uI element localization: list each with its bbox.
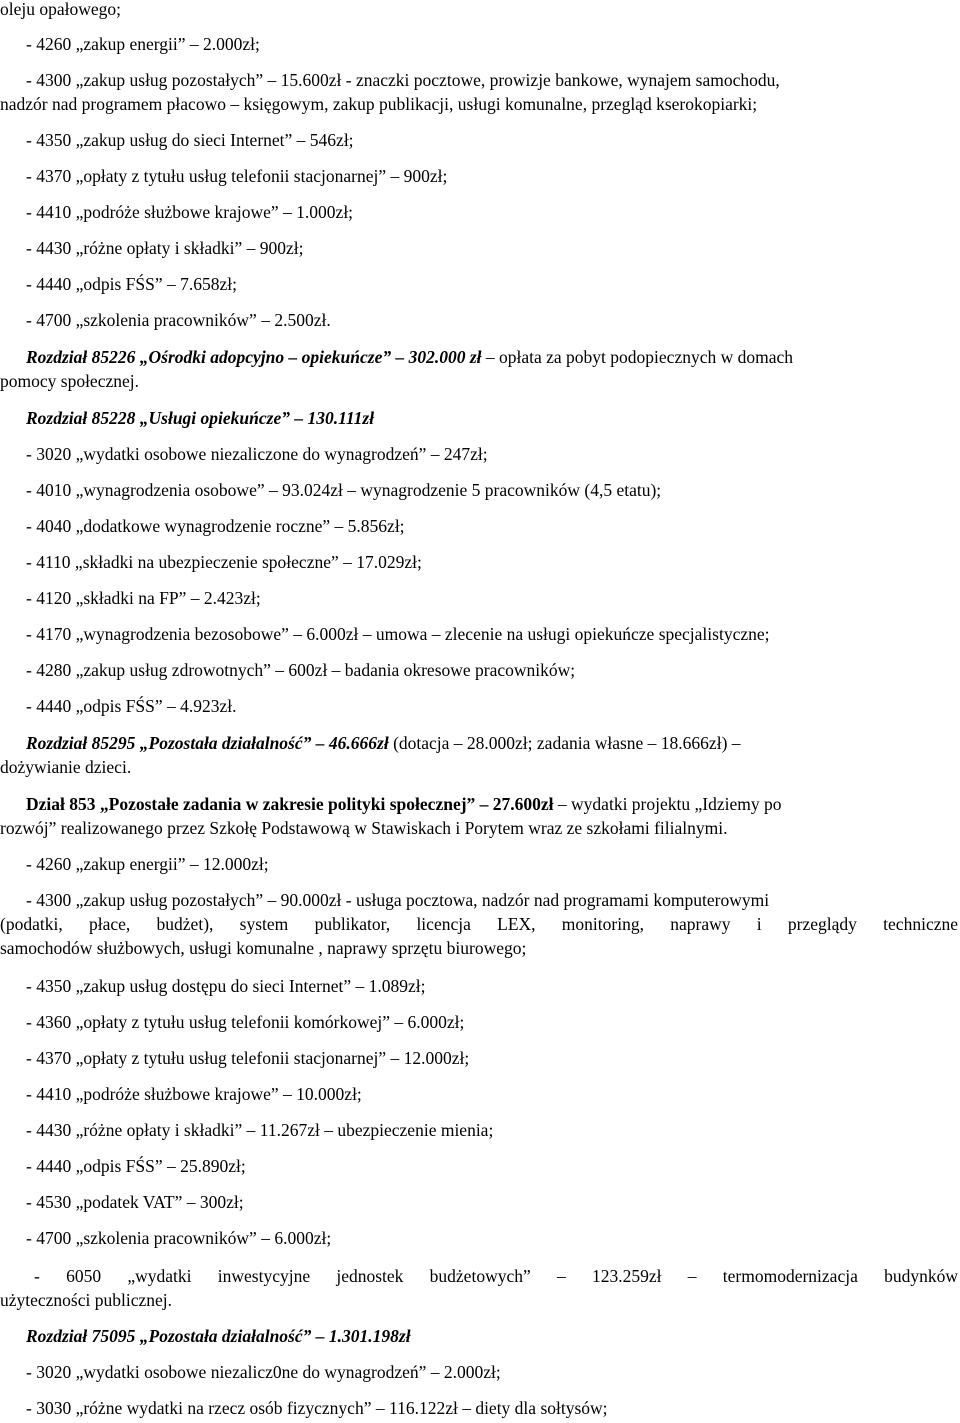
list-item: - 4260 „zakup energii” – 12.000zł;: [26, 854, 269, 874]
list-item: - 4280 „zakup usług zdrowotnych” – 600zł – badania okresowe pracowników;: [26, 660, 576, 680]
section-heading: Rozdział 85226 „Ośrodki adopcyjno – opiekuńcze” – 302.000 zł: [26, 347, 482, 367]
section-heading: Dział 853 „Pozostałe zadania w zakresie polityki społecznej” – 27.600zł: [26, 794, 554, 814]
list-item: - 4040 „dodatkowe wynagrodzenie roczne” – 5.856zł;: [26, 516, 405, 536]
list-item: - 4700 „szkolenia pracowników” – 2.500zł.: [26, 310, 331, 330]
list-item: - 6050 „wydatki inwestycyjne jednostek budżetowych” – 123.259zł – termomodernizacja budynków: [34, 1266, 958, 1286]
list-item: - 4410 „podróże służbowe krajowe” – 10.000zł;: [26, 1084, 362, 1104]
text-line: rozwój” realizowanego przez Szkołę Podstawową w Stawiskach i Porytem wraz ze szkołami filialnymi.: [0, 818, 728, 838]
section-heading-line: [26, 792, 958, 816]
list-item: - 4300 „zakup usług pozostałych” – 90.000zł - usługa pocztowa, nadzór nad programami komputerowymi: [26, 890, 770, 910]
text-line: pomocy społecznej.: [0, 371, 139, 391]
list-item: - 4110 „składki na ubezpieczenie społeczne” – 17.029zł;: [26, 552, 422, 572]
section-heading-line: [26, 731, 958, 755]
list-item: - 4440 „odpis FŚS” – 4.923zł.: [26, 696, 237, 716]
text-line: (podatki, płace, budżet), system publikator, licencja LEX, monitoring, naprawy i przeglądy techniczne: [0, 914, 958, 934]
text-line: oleju opałowego;: [0, 0, 122, 19]
heading-note: (dotacja – 28.000zł; zadania własne – 18.666zł) –: [393, 733, 741, 753]
list-item: - 4370 „opłaty z tytułu usług telefonii stacjonarnej” – 12.000zł;: [26, 1048, 470, 1068]
list-item: - 4410 „podróże służbowe krajowe” – 1.000zł;: [26, 202, 354, 222]
list-item: - 4370 „opłaty z tytułu usług telefonii stacjonarnej” – 900zł;: [26, 166, 448, 186]
list-item: - 4440 „odpis FŚS” – 25.890zł;: [26, 1156, 246, 1176]
text-line: dożywianie dzieci.: [0, 757, 132, 777]
list-item: - 4360 „opłaty z tytułu usług telefonii komórkowej” – 6.000zł;: [26, 1012, 465, 1032]
section-heading-line: [26, 345, 958, 369]
list-item: - 4350 „zakup usług dostępu do sieci Internet” – 1.089zł;: [26, 976, 426, 996]
text-line: użyteczności publicznej.: [0, 1290, 173, 1310]
text-line: samochodów służbowych, usługi komunalne , naprawy sprzętu biurowego;: [0, 938, 527, 958]
list-item: - 4120 „składki na FP” – 2.423zł;: [26, 588, 261, 608]
list-item: - 4350 „zakup usług do sieci Internet” – 546zł;: [26, 130, 354, 150]
list-item: - 4010 „wynagrodzenia osobowe” – 93.024zł – wynagrodzenie 5 pracowników (4,5 etatu);: [26, 480, 662, 500]
list-item: - 4700 „szkolenia pracowników” – 6.000zł;: [26, 1228, 332, 1248]
text-line: nadzór nad programem płacowo – księgowym, zakup publikacji, usługi komunalne, przegląd kserokopiarki;: [0, 94, 758, 114]
list-item: - 4300 „zakup usług pozostałych” – 15.600zł - znaczki pocztowe, prowizje bankowe, wynajem samochodu,: [26, 70, 780, 90]
section-heading: Rozdział 85295 „Pozostała działalność” – 46.666zł: [26, 733, 389, 753]
list-item: - 3020 „wydatki osobowe niezalicz0ne do wynagrodzeń” – 2.000zł;: [26, 1362, 501, 1382]
list-item: - 4430 „różne opłaty i składki” – 900zł;: [26, 238, 304, 258]
list-item: - 4430 „różne opłaty i składki” – 11.267zł – ubezpieczenie mienia;: [26, 1120, 494, 1140]
section-heading: Rozdział 85228 „Usługi opiekuńcze” – 130.111zł: [26, 408, 375, 428]
list-item: - 4440 „odpis FŚS” – 7.658zł;: [26, 274, 237, 294]
list-item: - 4530 „podatek VAT” – 300zł;: [26, 1192, 244, 1212]
list-item: - 4170 „wynagrodzenia bezosobowe” – 6.000zł – umowa – zlecenie na usługi opiekuńcze specjalistyczne;: [26, 624, 770, 644]
list-item: - 3020 „wydatki osobowe niezaliczone do wynagrodzeń” – 247zł;: [26, 444, 488, 464]
heading-note: – opłata za pobyt podopiecznych w domach: [485, 347, 794, 367]
list-item: - 4260 „zakup energii” – 2.000zł;: [26, 34, 260, 54]
list-item: - 3030 „różne wydatki na rzecz osób fizycznych” – 116.122zł – diety dla sołtysów;: [26, 1398, 608, 1418]
section-heading: Rozdział 75095 „Pozostała działalność” – 1.301.198zł: [26, 1326, 411, 1346]
heading-note: – wydatki projektu „Idziemy po: [557, 794, 782, 814]
